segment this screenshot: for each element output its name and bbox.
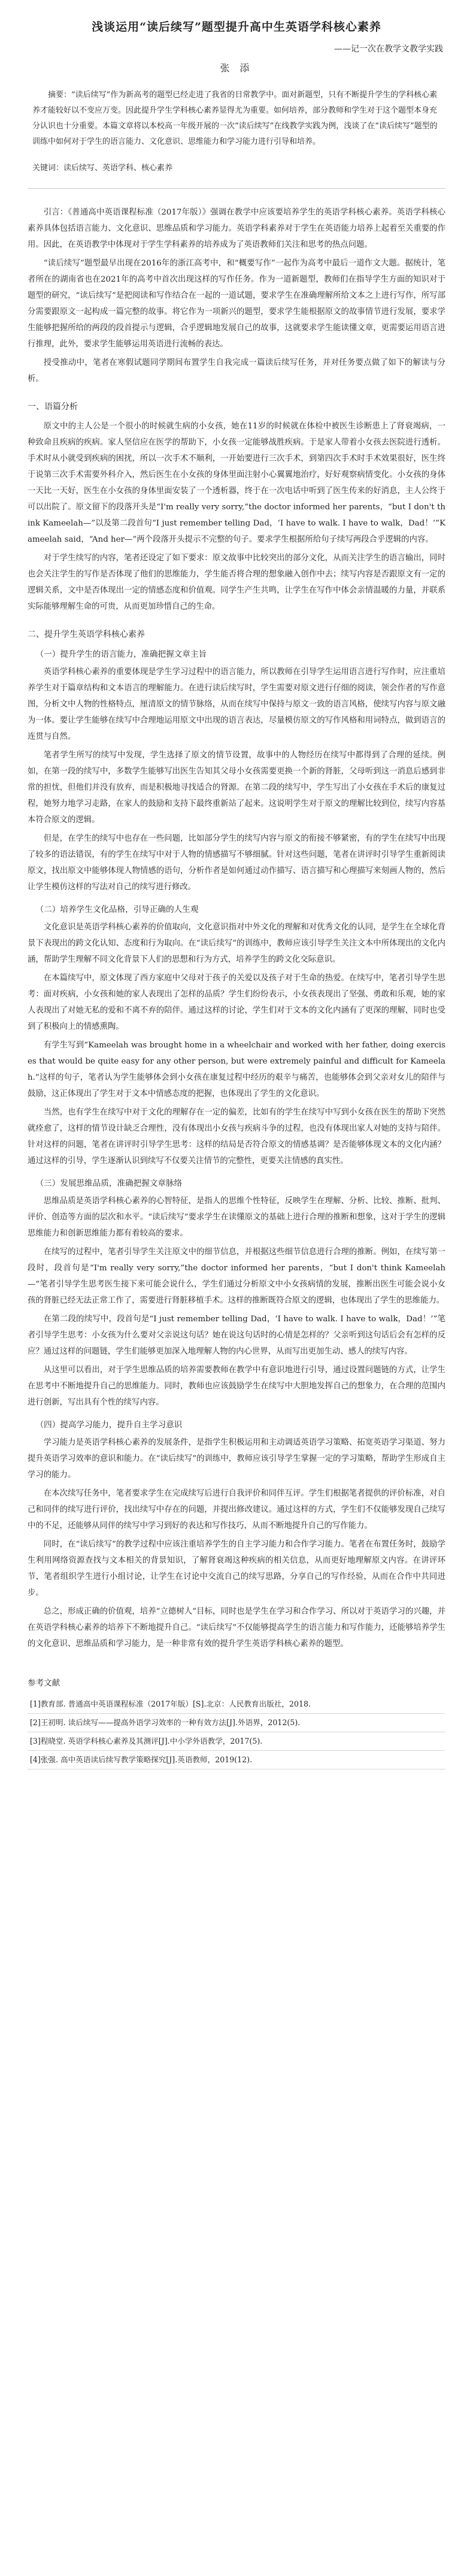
paragraph: 从这里可以看出，对于学生思维品质的培养需要教师在教学中有意识地进行引导，通过设置问题链的方式，让学生在思考中不断地提升自己的思维能力。同时，教师也应该鼓励学生在续写中大胆地发挥自己的想象力，在合理的范围内进行创新，写出具有个性的续写内容。 xyxy=(28,1366,445,1407)
paragraph: 学习能力是英语学科核心素养的发展条件，是指学生积极运用和主动调适英语学习策略、拓宽英语学习渠道、努力提升英语学习效率的意识和能力。在“读后续写”的训练中，教师应该引导学生掌握一定的学习策略，帮助学生形成自主学习的能力。 xyxy=(28,1438,445,1479)
reference-item: [3]程晓堂. 英语学科核心素养及其测评[J].中小学外语教学，2017(5). xyxy=(28,1732,445,1751)
article-title: 浅谈运用“读后续写”题型提升高中生英语学科核心素养 xyxy=(92,20,381,34)
section-heading: 一、语篇分析 xyxy=(28,402,78,412)
paragraph: 文化意识是英语学科核心素养的价值取向，文化意识指对中外文化的理解和对优秀文化的认同，是学生在全球化背景下表现出的跨文化认知、态度和行为取向。在“读后续写”的训练中，教师应该引导学生关注文本中所体现出的文化内涵，帮助学生理解不同文化背景下人们的思想和行为方式，培养学生的跨文化交际意识。 xyxy=(28,923,445,964)
divider xyxy=(28,188,445,189)
paragraph: 在本次续写任务中，笔者要求学生在完成续写后进行自我评价和同伴互评。学生们根据笔者提供的评价标准，对自己和同伴的续写进行评价，找出续写中存在的问题，并提出修改建议。通过这样的方式，学生们不仅能够发现自己续写中的不足，还能够从同伴的续写中学习到好的表达和写作技巧，从而不断地提升自己的写作能力。 xyxy=(28,1489,445,1530)
reference-list xyxy=(28,1695,445,1769)
paragraph: 在本篇续写中，原文体现了西方家庭中父母对于孩子的关爱以及孩子对于生命的热爱。在续写中，笔者引导学生思考：面对疾病，小女孩和她的家人表现出了怎样的品质？学生们纷纷表示，小女孩表现出了坚强、勇敢和乐观，她的家人表现出了对她无私的爱和不离不弃的陪伴。通过这样的讨论，学生们对于文本的文化内涵有了更深的理解，同时也受到了积极向上的情感熏陶。 xyxy=(28,974,445,1031)
section-heading: 二、提升学生英语学科核心素养 xyxy=(28,630,145,639)
abstract: 摘要：“读后续写”作为新高考的题型已经走进了我省的日常教学中。面对新题型，只有不断提升学生的学科核心素养才能较好以不变应万变。因此提升学生学科核心素养显得尤为重要。如何培养，部分教师和学生对于这个题型本身充分认识也十分重要。本篇文章将以本校高一年级开展的一次“读后续写”在线教学实践为例，浅谈了在“读后续写”题型的训练中如何对于学生的语言能力、文化意识、思维能力和学习能力进行引导和培养。 xyxy=(32,90,438,146)
paragraph: 当然，也有学生在续写中对于文化的理解存在一定的偏差，比如有的学生在续写中写到小女孩在医生的帮助下突然就痊愈了，这样的情节设计缺乏合理性，没有体现出小女孩与疾病斗争的过程，也没有体现出家人对她的支持与陪伴。针对这样的问题，笔者在讲评时引导学生思考：这样的结局是否符合原文的情感基调？是否能够体现文本的文化内涵？通过这样的引导，学生逐渐认识到续写不仅要关注情节的完整性，更要关注情感的真实性。 xyxy=(28,1108,445,1165)
paragraph: 在续写的过程中，笔者引导学生关注原文中的细节信息，并根据这些细节信息进行合理的推断。例如，在续写第一段时，段首句是“I'm really very sorry,”the doctor informed her parents，“but I don't think Kameelah—”笔者引导学生思考医生接下来可能会说什么，学生们通过分析原文中小女孩病情的发展，推断出医生可能会说小女孩的肾脏已经无法正常工作了，需要进行肾脏移植手术。这样的推断既符合原文的逻辑，也体现出了学生的思维能力。 xyxy=(28,1248,445,1305)
paragraph: “读后续写”题型最早出现在2016年的浙江高考中，和“概要写作”一起作为高考中最后一道作文大题。据统计，笔者所在的湖南省也在2021年的高考中首次出现这样的写作任务。作为一道新题型，教师们在指导学生方面的知识对于题型的研究，“读后续写”是把阅读和写作结合在一起的一道试题，要求学生在准确理解所给文本之上进行写作，所写部分需要跟原文一起构成一篇完整的故事。将它作为一项新兴的题型，要求学生能根据原文的故事情节进行发展，要求学生能够把握所给的两段的段首提示与逻辑，合乎逻辑地发展自己的故事，这就要求学生能读懂文章，更需要运用语言进行推理，此外，要求学生能够运用英语进行流畅的表达。 xyxy=(28,259,445,349)
paragraph: 笔者学生所写的续写中发现，学生选择了原文的情节设置，故事中的人物经历在续写中都得到了合理的延续。例如，在第一段的续写中，多数学生能够写出医生告知其父母小女孩需要更换一个新的肾脏，父母听到这一消息后感到非常的担忧，但他们并没有放弃，而是积极地寻找适合的肾源。在第二段的续写中，学生写出了小女孩在手术后的康复过程，她努力地学习走路，在家人的鼓励和支持下最终重新站了起来。这说明学生对于原文的理解比较到位，续写内容基本符合原文的逻辑。 xyxy=(28,751,445,825)
paragraph: 在第二段的续写中，段首句是“I just remember telling Dad，‘I have to walk. I have to walk，Dad！’”笔者引导学生思考：小女孩为什么要对父亲说这句话？她在说这句话时的心情是怎样的？父亲听到这句话后会有怎样的反应？通过这样的问题链，学生们能够更加深入地理解人物的内心世界，从而写出更加生动、感人的续写内容。 xyxy=(28,1315,445,1356)
paragraph: 总之，形成正确的价值观，培养“立德树人”目标，同时也是学生在学习和合作学习、所以对于英语学习的兴趣，并在英语学科核心素养的培养下不断地提升自己。“读后续写”不仅能够提高学生的语言能力和写作能力，还能够培养学生的文化意识、思维品质和学习能力，是一种非常有效的提升学生英语学科核心素养的题型。 xyxy=(28,1607,445,1648)
article-author: 张 添 xyxy=(220,62,253,74)
reference-item: [4]张强. 高中英语读后续写教学策略探究[J].英语教师，2019(12). xyxy=(28,1751,445,1769)
reference-item: [1]教育部. 普通高中英语课程标准（2017年版）[S].北京：人民教育出版社，2018. xyxy=(28,1695,445,1714)
article-subtitle: ——记一次在教学文教学实践 xyxy=(334,44,443,54)
subsection-heading: （二）培养学生文化品格，引导正确的人生观 xyxy=(35,905,199,914)
paragraph: 原文中的主人公是一个很小的时候就生病的小女孩，她在11岁的时候就在体检中被医生诊断患上了肾衰竭病，一种致命且疾病的疾病。家人坚信应在医学的帮助下，小女孩一定能够战胜疾病。于是家人带着小女孩去医院进行透析。手术时从小就受到疾病的困扰，所以一次手术不顺利，一开始要进行三次手术，到第四次手术时手术效果很好，医生终于说第三次手术需要外科介入，然后医生在小女孩的身体里面注射小心翼翼地治疗，好好观察病情变化。小女孩的身体一天比一天好，医生在小女孩的身体里面安装了一个透析器，终于在一次电话中听到了医生传来的好消息，主人公终于可以出院了。原文留下的段落开头是“I'm really very sorry,”the doctor informed her parents，“but I don't think Kameelah—”以及第二段首句“I just remember telling Dad，‘I have to walk. I have to walk，Dad！’”Kameelah said，“And her—”两个段落开头提示不完整的句子。要求学生根据所给句子续写两段合乎逻辑的内容。 xyxy=(28,422,445,544)
paragraph: 有学生写到“Kameelah was brought home in a wheelchair and worked with her father, doing exercises that would be quite easy for any other person, but were extremely painful and difficult for Kameelah.”这样的句子，笔者认为学生能够体会到小女孩在康复过程中经历的艰辛与痛苦，也能够体会到父亲对女儿的陪伴与鼓励，这正体现出了学生对于文本中情感态度的把握，也体现出了学生的文化意识。 xyxy=(28,1041,445,1098)
paragraph: 同时，在“读后续写”的教学过程中应该注重培养学生的自主学习能力和合作学习能力。笔者在布置任务时，鼓励学生利用网络资源查找与文本相关的背景知识，了解肾衰竭这种疾病的相关信息，从而更好地理解原文内容。在讲评环节，笔者组织学生进行小组讨论，让学生在讨论中交流自己的续写思路，分享自己的写作经验，从而在合作中共同进步。 xyxy=(28,1540,445,1597)
keywords: 关键词：读后续写、英语学科、核心素养 xyxy=(32,164,173,173)
paragraph: 思维品质是英语学科核心素养的心智特征，是指人的思维个性特征，反映学生在理解、分析、比较、推断、批判、评价、创造等方面的层次和水平。“读后续写”要求学生在读懂原文的基础上进行合理的推断和想象，这对于学生的逻辑思维能力和创新思维能力都有着较高的要求。 xyxy=(28,1197,445,1238)
paragraph: 授受推动中，笔者在寒假试题同学期间布置学生自我完成一篇读后续写任务，并对任务要点做了如下的解读与分析。 xyxy=(28,358,445,383)
references-title: 参考文献 xyxy=(28,1678,60,1688)
paragraph: 对于学生续写的内容，笔者还设定了如下要求：原文故事中比较突出的部分文化，从而关注学生的语言输出，同时也会关注学生的写作是否体现了他们的思维能力，学生能否将合理的想象融入创作中去；续写内容是否跟原文有一定的逻辑关系，文中是否体现出一定的情感态度和价值观。同学生产生共鸣，让学生在写作中体会亲情温暖的力量，并联系实际能够理解生命的可贵，从而更加珍惜自己的生命。 xyxy=(28,554,445,611)
subsection-heading: （一）提升学生的语言能力，准确把握文章主旨 xyxy=(35,650,207,659)
paragraph: 但是，在学生的续写中也存在一些问题，比如部分学生的续写内容与原文的衔接不够紧密，有的学生在续写中出现了较多的语法错误，有的学生在续写中对于人物的情感描写不够细腻。针对这些问题，笔者在讲评时引导学生重新阅读原文，找出原文中能够体现人物情感的语句，分析作者是如何通过动作描写、语言描写和心理描写来刻画人物的，然后让学生模仿这样的写法对自己的续写进行修改。 xyxy=(28,834,445,892)
subsection-heading: （三）发展思维品质，准确把握文章脉络 xyxy=(35,1179,183,1188)
subsection-heading: （四）提高学习能力，提升自主学习意识 xyxy=(35,1420,183,1430)
paragraph: 引言：《普通高中英语课程标准（2017年版）》强调在教学中应该要培养学生的英语学科核心素养。英语学科核心素养具体包括语言能力、文化意识、思维品质和学习能力。英语学科素养对于学生在英语能力培养上起着至关重要的作用。因此，在英语教学中体现对于学生学科素养的培养成为了英语教师们关注和思考的热点问题。 xyxy=(28,208,445,249)
article-body xyxy=(28,204,445,1652)
references xyxy=(28,1676,445,1769)
paragraph: 英语学科核心素养的重要体现是学生学习过程中的语言能力，所以教师在引导学生运用语言进行写作时，应注重培养学生对于篇章结构和文本语言的理解能力。在进行读后续写时，学生需要对原文进行仔细的阅读，领会作者的写作意图，分析文中人物的性格特点，厘清原文的情节脉络，从而在续写中保持与原文一致的语言风格，使续写内容与原文融为一体。要让学生能够在续写中合理地运用原文中出现的语言表达，尽量模仿原文的写作风格和用词特点，做到语言的连贯与自然。 xyxy=(28,668,445,741)
reference-item: [2]王初明. 读后续写——提高外语学习效率的一种有效方法[J].外语界，2012(5). xyxy=(28,1714,445,1732)
